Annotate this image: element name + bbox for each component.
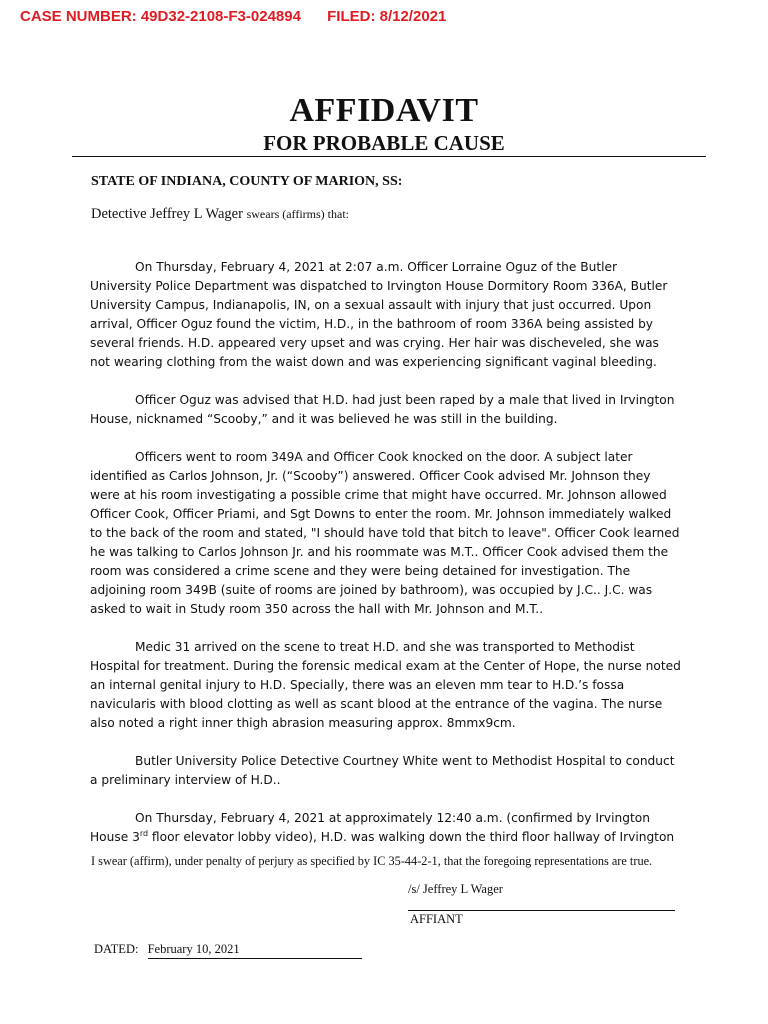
perjury-statement: I swear (affirm), under penalty of perjury as specified by IC 35-44-2-1, that the foregoing representations are true.	[91, 854, 653, 868]
dated-value: February 10, 2021	[148, 942, 362, 959]
document-title: AFFIDAVIT	[289, 92, 479, 129]
filed-date: FILED: 8/12/2021	[327, 8, 447, 25]
paragraph: Officer Oguz was advised that H.D. had just been raped by a male that lived in Irvington House, nicknamed “Scooby,” and it was believed he was still in the building.	[90, 393, 675, 426]
dated-label: DATED:	[94, 942, 139, 956]
case-number: CASE NUMBER: 49D32-2108-F3-024894	[20, 8, 301, 25]
affiant-name: Detective Jeffrey L Wager	[91, 206, 243, 222]
paragraph: Officers went to room 349A and Officer Cook knocked on the door. A subject later identified as Carlos Johnson, Jr. (“Scooby”) answered. Officer Cook advised Mr. Johnson they were at his room investigating a possible crime that might have occurred. Mr. Johnson allowed Officer Cook, Officer Priami, and Sgt Downs to enter the room. Mr. Johnson immediately walked to the back of the room and stated, "I should have told that bitch to leave". Officer Cook learned he was talking to Carlos Johnson Jr. and his roommate was M.T.. Officer Cook advised them the room was considered a crime scene and they were being detained for investigation. The adjoining room 349B (suite of rooms are joined by bathroom), was occupied by J.C.. J.C. was asked to wait in Study room 350 across the hall with Mr. Johnson and M.T..	[90, 450, 680, 616]
dated-line	[94, 942, 362, 959]
title-divider	[72, 156, 706, 157]
paragraph	[90, 809, 682, 847]
paragraph: On Thursday, February 4, 2021 at 2:07 a.m. Officer Lorraine Oguz of the Butler University Police Department was dispatched to Irvington House Dormitory Room 336A, Butler University Campus, Indianapolis, IN, on a sexual assault with injury that just occurred. Upon arrival, Officer Oguz found the victim, H.D., in the bathroom of room 336A being assisted by several friends. H.D. appeared very upset and was crying. Her hair was discheveled, she was not wearing clothing from the waist down and was experiencing significant vaginal bleeding.	[90, 260, 668, 369]
venue-line: STATE OF INDIANA, COUNTY OF MARION, SS:	[91, 174, 403, 189]
paragraph: Butler University Police Detective Courtney White went to Methodist Hospital to conduct a preliminary interview of H.D..	[90, 754, 675, 787]
paragraph-part: On Thursday, February 4, 2021 at approximately 12:40 a.m. (confirmed by Irvington House 3	[90, 811, 650, 844]
ordinal-suffix: rd	[139, 828, 149, 838]
swears-text: swears (affirms) that:	[246, 207, 349, 221]
affidavit-body	[90, 258, 682, 847]
paragraph-part: floor elevator lobby video), H.D. was walking down the third floor hallway of Irvington	[148, 830, 675, 844]
document-subtitle: FOR PROBABLE CAUSE	[263, 131, 505, 155]
swears-line	[91, 206, 349, 223]
case-header	[20, 8, 446, 25]
signature-line	[408, 910, 675, 911]
signature: /s/ Jeffrey L Wager	[408, 882, 503, 896]
affiant-label: AFFIANT	[410, 912, 463, 926]
paragraph: Medic 31 arrived on the scene to treat H.D. and she was transported to Methodist Hospital for treatment. During the forensic medical exam at the Center of Hope, the nurse noted an internal genital injury to H.D. Specially, there was an eleven mm tear to H.D.’s fossa navicularis with blood clotting as well as scant blood at the entrance of the vagina. The nurse also noted a right inner thigh abrasion measuring approx. 8mmx9cm.	[90, 640, 681, 730]
